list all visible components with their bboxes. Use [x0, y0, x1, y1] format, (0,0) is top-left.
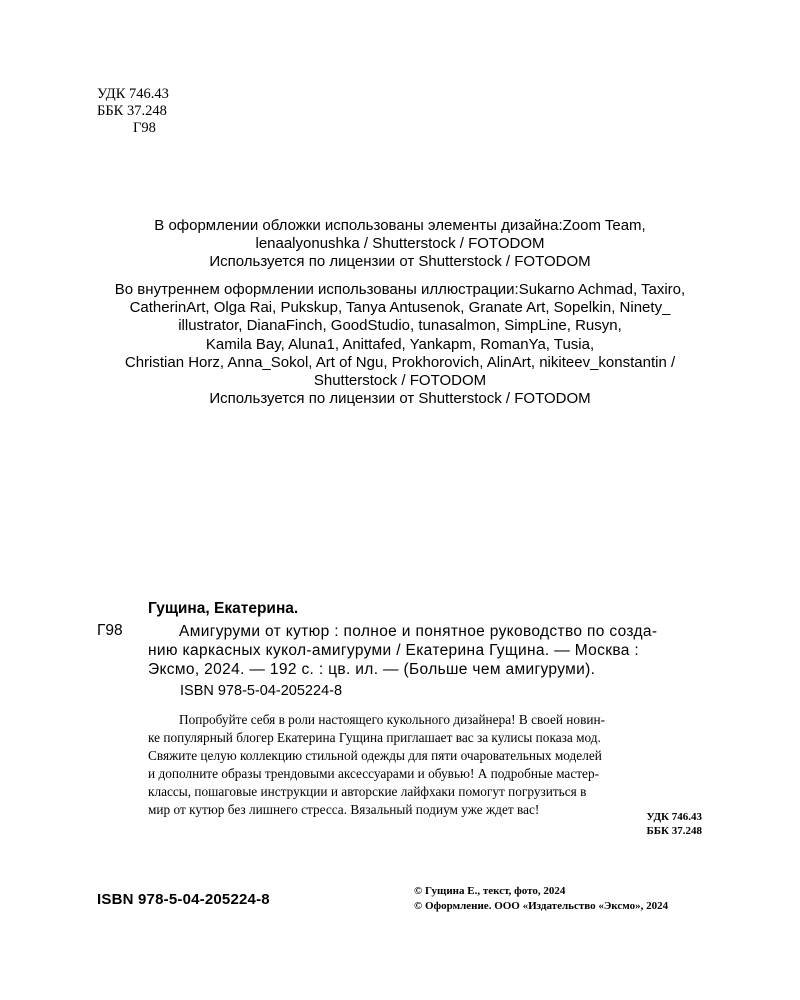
credit-line: lenaalyonushka / Shutterstock / FOTODOM — [255, 235, 545, 253]
credit-line: Shutterstock / FOTODOM — [313, 372, 487, 390]
classification-block-bottom — [646, 810, 702, 838]
annotation-line: ке популярный блогер Екатерина Гущина приглашает вас за кулисы показа мод. — [148, 730, 601, 745]
udk-code: УДК 746.43 — [646, 811, 702, 823]
catalog-description — [148, 622, 704, 679]
catalog-author: Гущина, Екатерина. — [148, 600, 299, 617]
bbk-code: ББК 37.248 — [97, 103, 167, 119]
annotation-line: Попробуйте себя в роли настоящего кукольного дизайнера! В своей новин- — [179, 712, 606, 727]
author-mark: Г98 — [133, 120, 156, 136]
credit-line: Kamila Bay, Aluna1, Anittafed, Yankapm, RomanYa, Tusia, — [205, 335, 595, 353]
credit-line: CatherinArt, Olga Rai, Pukskup, Tanya Antusenok, Granate Art, Sopelkin, Ninety_ — [129, 299, 671, 317]
credit-line: Используется по лицензии от Shutterstock / FOTODOM — [209, 253, 591, 271]
copyright-line: © Оформление. ООО «Издательство «Эксмо», 2024 — [414, 900, 669, 912]
footer-isbn: ISBN 978-5-04-205224-8 — [97, 891, 270, 908]
copyright-block — [414, 884, 668, 914]
udk-code: УДК 746.43 — [97, 86, 169, 102]
bbk-code: ББК 37.248 — [646, 825, 702, 837]
catalog-isbn: ISBN 978-5-04-205224-8 — [180, 683, 343, 699]
annotation-line: классы, пошаговые инструкции и авторские лайфхаки помогут погрузиться в — [148, 784, 587, 799]
copyright-line: © Гущина Е., текст, фото, 2024 — [414, 885, 566, 897]
credit-line: Christian Horz, Anna_Sokol, Art of Ngu, Prokhorovich, AlinArt, nikiteev_konstantin / — [124, 353, 676, 371]
description-line: Амигуруми от кутюр : полное и понятное руководство по созда- — [179, 623, 658, 640]
cover-credits — [80, 217, 720, 272]
annotation-line: Свяжите целую коллекцию стильной одежды для пяти очаровательных моделей — [148, 748, 602, 763]
catalog-code: Г98 — [97, 622, 123, 639]
description-line: нию каркасных кукол-амигуруми / Екатерина Гущина. — Москва : — [148, 642, 640, 659]
credit-line: Используется по лицензии от Shutterstock / FOTODOM — [209, 390, 591, 408]
annotation-line: мир от кутюр без лишнего стресса. Вязальный подиум уже ждет вас! — [148, 802, 540, 817]
credit-line: illustrator, DianaFinch, GoodStudio, tunasalmon, SimpLine, Rusyn, — [178, 317, 622, 335]
credit-line: В оформлении обложки использованы элементы дизайна:Zoom Team, — [154, 217, 646, 234]
annotation-line: и дополните образы трендовыми аксессуарами и обувью! А подробные мастер- — [148, 766, 600, 781]
annotation — [148, 711, 704, 819]
classification-block-top — [97, 86, 169, 137]
credit-line: Во внутреннем оформлении использованы иллюстрации:Sukarno Achmad, Taxiro, — [114, 281, 686, 298]
description-line: Эксмо, 2024. — 192 с. : цв. ил. — (Больше чем амигуруми). — [148, 661, 596, 678]
inner-credits — [80, 281, 720, 408]
